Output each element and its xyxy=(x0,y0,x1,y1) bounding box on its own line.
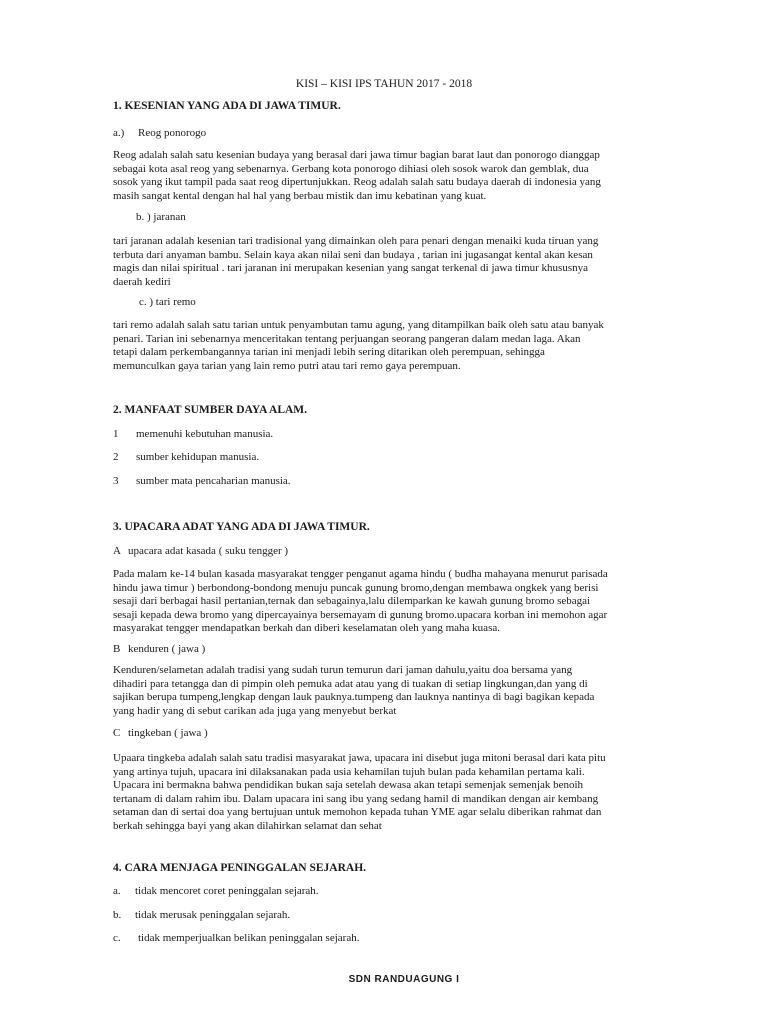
text-line: penari. Tarian ini sebenarnya menceritakan tentang perjuangan seorang pangeran dalam medan laga. Akan xyxy=(113,332,581,345)
text-line: tari jaranan adalah kesenian tari tradisional yang dimainkan oleh para penari dengan menaiki kuda tiruan yang xyxy=(113,235,599,247)
text-line: hindu jawa timur ) berbondong-bondong menuju puncak gunung bromo,dengan membawa ongkek yang berisi xyxy=(113,581,599,594)
text-line: Upaara tingkeba adalah salah satu tradisi masyarakat jawa, upacara ini disebut juga mitoni berasal dari kata pitu xyxy=(113,752,606,764)
text-line: terbuta dari anyaman bambu. Selain kaya akan nilai seni dan budaya , tarian ini jugasangat kental akan kesan xyxy=(113,248,593,261)
text-line: sesaji kepada dewa bromo yang dipercayainya bersemayam di gunung bromo.upacara korban ini memohon agar xyxy=(113,608,608,621)
text-line: tari remo adalah salah satu tarian untuk penyambutan tamu agung, yang ditampilkan baik oleh satu atau banyak xyxy=(113,319,604,331)
list-item-number: 3 xyxy=(113,475,119,487)
section-1-a-paragraph xyxy=(113,149,683,203)
list-item: tidak memperjualkan belikan peninggalan sejarah. xyxy=(138,932,360,944)
footer-school-name: SDN RANDUAGUNG I xyxy=(348,974,460,985)
text-line: Kenduren/selametan adalah tradisi yang sudah turun temurun dari jaman dahulu,yaitu doa bersama yang xyxy=(113,664,573,676)
text-line: sajikan berupa tumpeng,lengkap dengan lauk pauknya.tumpeng dan lauknya nantinya di bagi bagikan kepada xyxy=(113,691,595,704)
text-line: tetapi dalam perkembangannya tarian ini menjadi lebih sering ditarikan oleh perempuan, sehingga xyxy=(113,346,545,359)
section-1-a-label: a.) xyxy=(113,127,125,139)
section-3-a-title: upacara adat kasada ( suku tengger ) xyxy=(128,545,289,557)
list-item: tidak merusak peninggalan sejarah. xyxy=(135,909,291,921)
list-item-letter: a. xyxy=(113,885,121,897)
list-item-number: 2 xyxy=(113,451,119,463)
text-line: Pada malam ke-14 bulan kasada masyarakat tengger penganut agama hindu ( budha mahayana menurut parisada xyxy=(113,568,608,580)
text-line: masih sangat kental dengan hal hal yang berbau mistik dan imu kebatinan yang kuat. xyxy=(113,189,487,202)
list-item-letter: c. xyxy=(113,932,121,944)
text-line: dihadiri para tetangga dan di pimpin oleh pemuka adat atau yang di tuakan di setiap lingkungan,dan yang di xyxy=(113,677,588,690)
list-item: tidak mencoret coret peninggalan sejarah. xyxy=(135,885,319,897)
section-3-a-paragraph xyxy=(113,568,683,636)
text-line: daerah kediri xyxy=(113,275,171,288)
text-line: sosok yang ikut tampil pada saat reog dipertunjukkan. Reog adalah salah satu budaya daerah di indonesia yang xyxy=(113,176,601,189)
text-line: sesaji dari berbagai hasil pertanian,ternak dan sebagainya,lalu dilemparkan ke kawah gunung bromo sebagai xyxy=(113,595,591,608)
section-3-c-title: tingkeban ( jawa ) xyxy=(128,727,208,739)
text-line: yang hadir yang di sebut carikan ada juga yang menyebut berkat xyxy=(113,704,397,717)
section-3-heading: 3. UPACARA ADAT YANG ADA DI JAWA TIMUR. xyxy=(113,521,370,533)
section-1-b-paragraph xyxy=(113,235,683,289)
section-3-b-paragraph xyxy=(113,664,683,718)
section-3-b-label: B xyxy=(113,643,121,655)
section-1-c-title: c. ) tari remo xyxy=(139,296,196,308)
section-3-a-label: A xyxy=(113,545,121,557)
list-item-number: 1 xyxy=(113,428,119,440)
section-4-heading: 4. CARA MENJAGA PENINGGALAN SEJARAH. xyxy=(113,862,367,874)
document-title: KISI – KISI IPS TAHUN 2017 - 2018 xyxy=(295,78,473,90)
section-1-a-title: Reog ponorogo xyxy=(138,127,207,139)
section-1-c-paragraph xyxy=(113,319,683,373)
text-line: sebagai kota asal reog yang sebenarnya. Gerbang kota ponorogo dihiasi oleh sosok warok dan gemblak, dua xyxy=(113,162,589,175)
text-line: Upacara ini bermakna bahwa pendidikan bukan saja setelah dewasa akan tetapi semenjak semenjak benoih xyxy=(113,779,584,792)
section-3-c-paragraph xyxy=(113,752,683,834)
text-line: berkah sehingga bayi yang akan dilahirkan selamat dan sehat xyxy=(113,819,382,832)
text-line: tertanam di dalam rahim ibu. Dalam upacara ini sang ibu yang sedang hamil di mandikan dengan air kembang xyxy=(113,792,599,805)
text-line: yang artinya tujuh, upacara ini dilaksanakan pada usia kehamilan tujuh bulan pada kehamilan pertama kali. xyxy=(113,765,585,778)
section-2-heading: 2. MANFAAT SUMBER DAYA ALAM. xyxy=(113,404,308,416)
text-line: setaman dan di sertai doa yang bertujuan untuk memohon kepada tuhan YME agar selalu diberikan rahmat dan xyxy=(113,806,602,819)
section-1-b-title: b. ) jaranan xyxy=(136,211,186,223)
list-item: sumber kehidupan manusia. xyxy=(136,451,260,463)
list-item-letter: b. xyxy=(113,909,122,921)
text-line: Reog adalah salah satu kesenian budaya yang berasal dari jawa timur bagian barat laut dan ponorogo dianggap xyxy=(113,149,600,161)
text-line: memunculkan gaya tarian yang lain remo putri atau tari remo gaya perempuan. xyxy=(113,359,461,372)
list-item: memenuhi kebutuhan manusia. xyxy=(136,428,274,440)
section-3-b-title: kenduren ( jawa ) xyxy=(128,643,206,655)
text-line: masyarakat tengger mendapatkan berkah dan diberi keselamatan oleh yang maha kuasa. xyxy=(113,622,500,635)
section-1-heading: 1. KESENIAN YANG ADA DI JAWA TIMUR. xyxy=(113,100,341,112)
text-line: magis dan nilai spiritual . tari jaranan ini merupakan kesenian yang sangat terkenal di jawa timur khususnya xyxy=(113,262,588,275)
section-3-c-label: C xyxy=(113,727,121,739)
list-item: sumber mata pencaharian manusia. xyxy=(136,475,291,487)
